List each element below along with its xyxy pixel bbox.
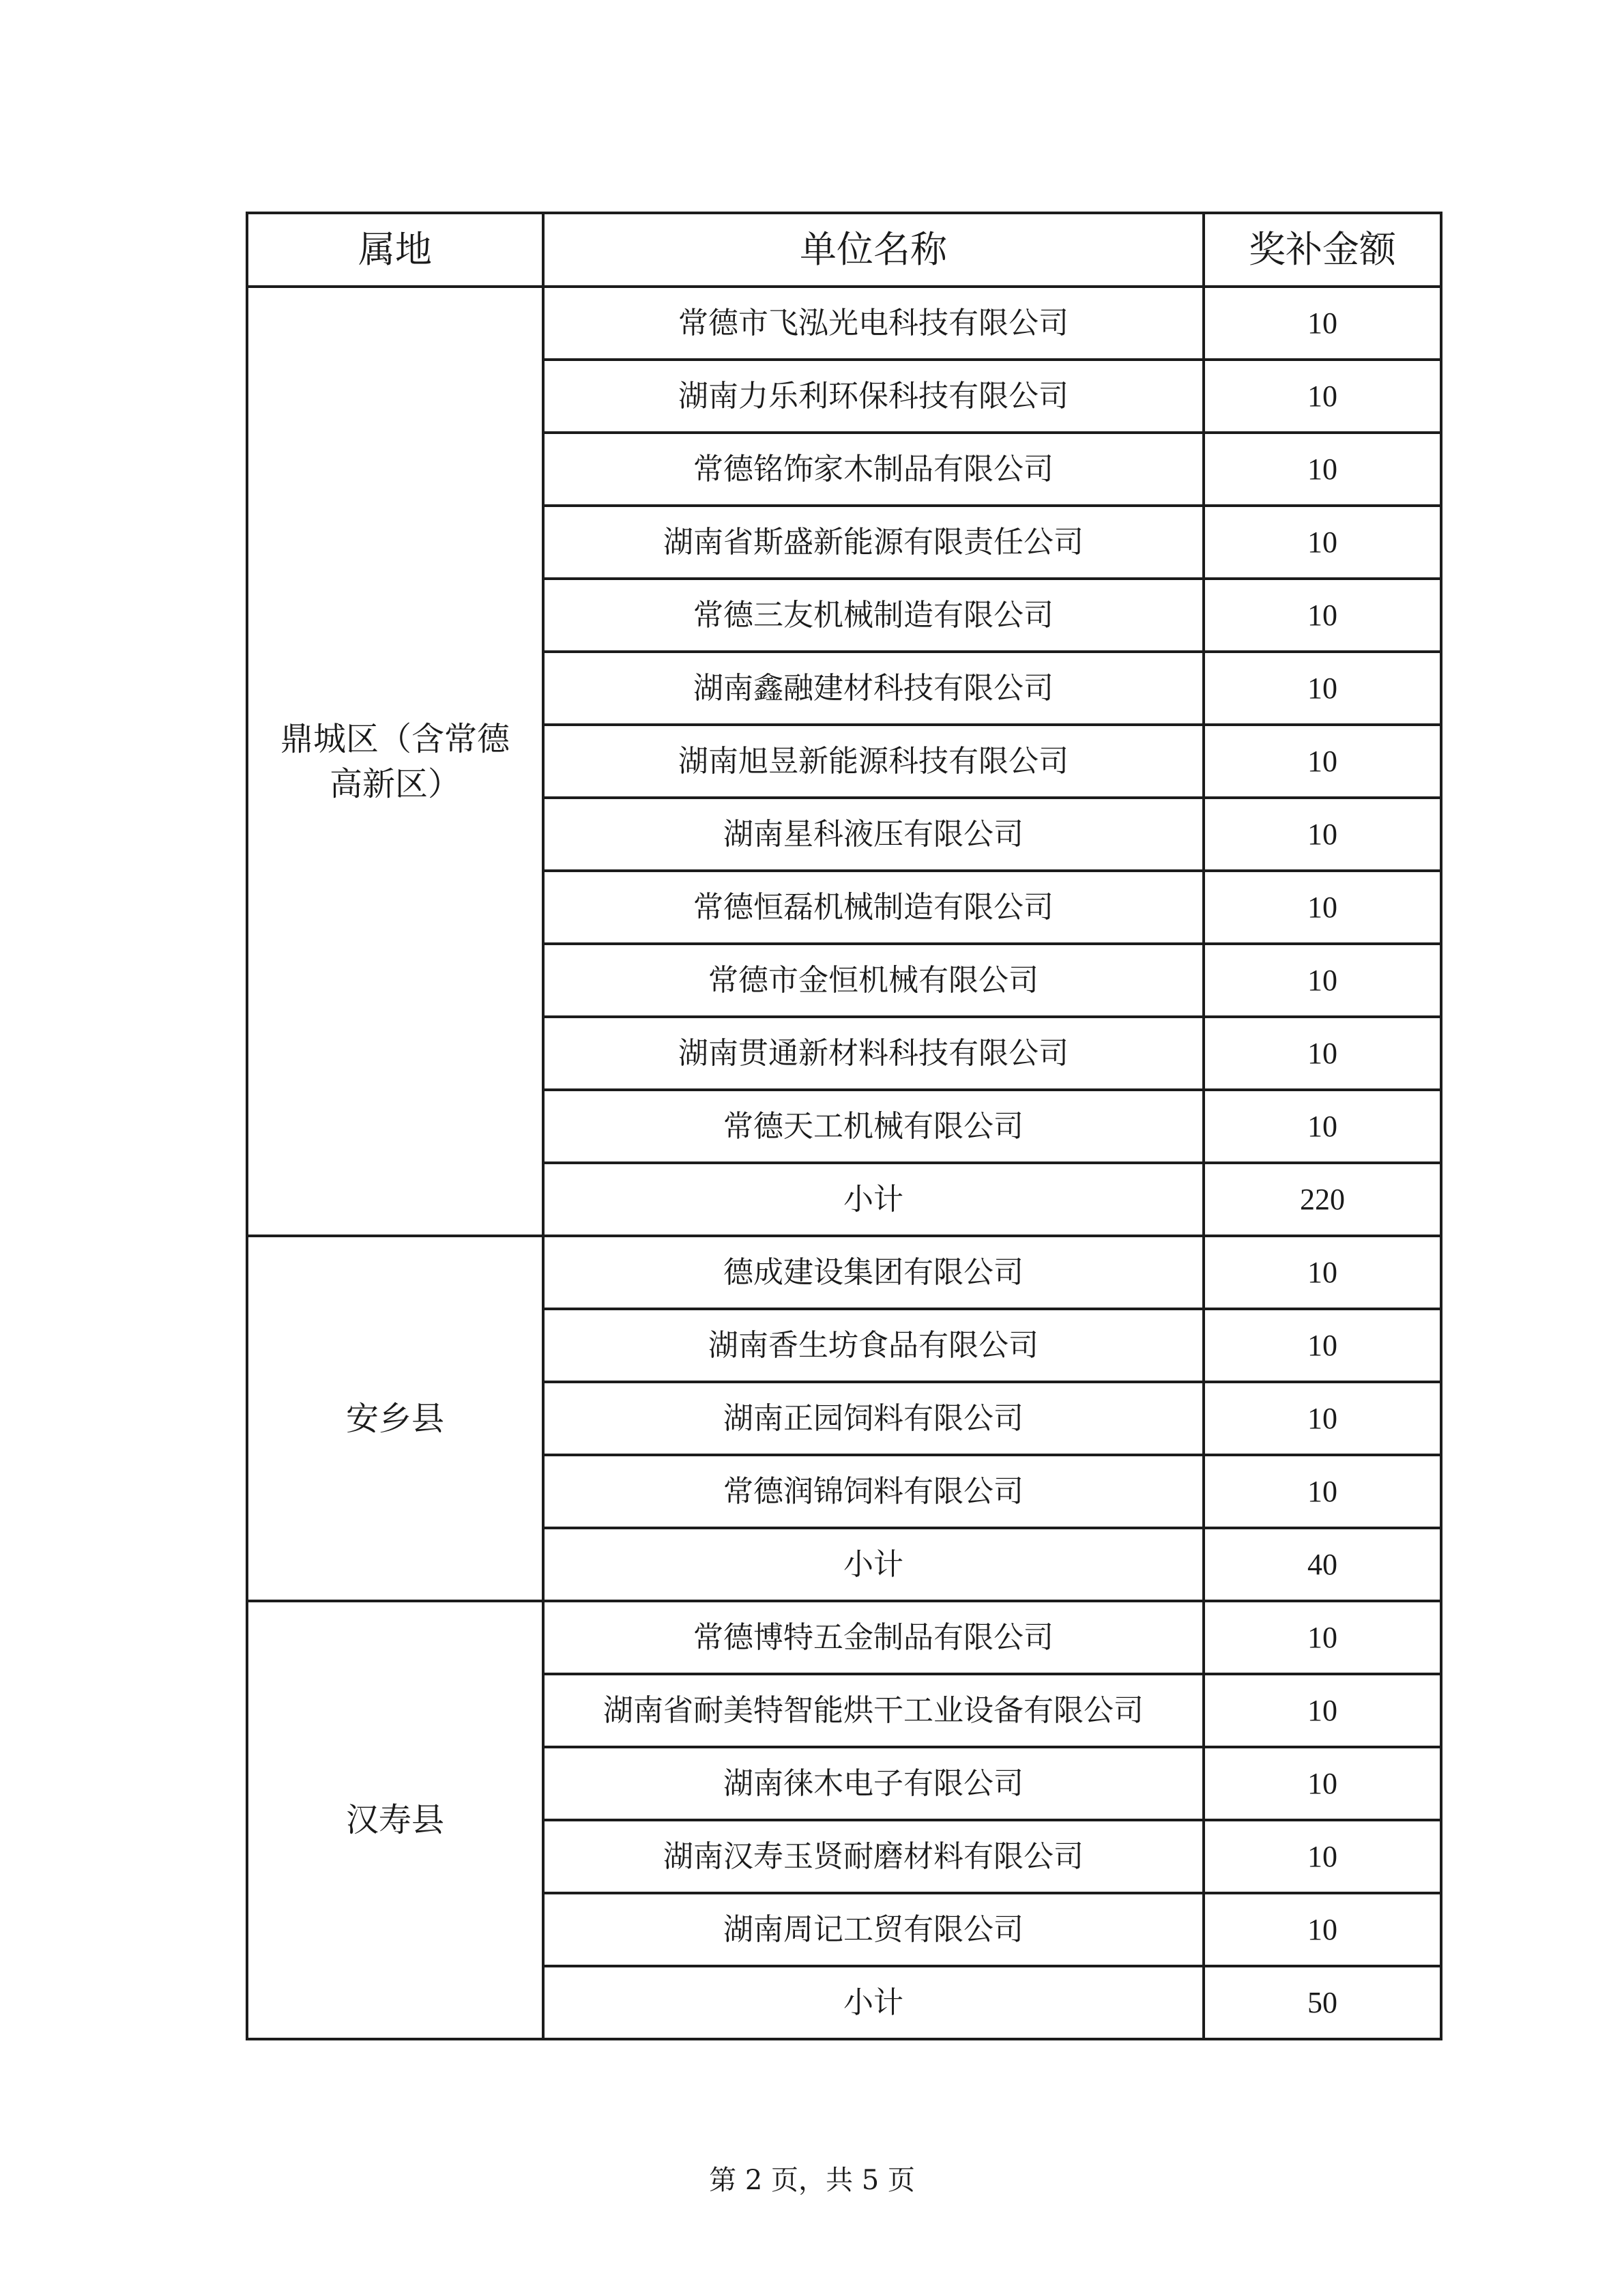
region-cell: 安乡县 <box>247 1236 543 1601</box>
amount-cell: 10 <box>1204 1893 1441 1966</box>
subtotal-amount-cell: 220 <box>1204 1163 1441 1236</box>
company-name-cell: 常德天工机械有限公司 <box>543 1090 1204 1163</box>
amount-cell: 10 <box>1204 944 1441 1017</box>
company-name-cell: 湖南星科液压有限公司 <box>543 798 1204 871</box>
company-name-cell: 湖南省耐美特智能烘干工业设备有限公司 <box>543 1674 1204 1747</box>
company-name-cell: 湖南香生坊食品有限公司 <box>543 1309 1204 1382</box>
amount-cell: 10 <box>1204 1382 1441 1455</box>
table-row <box>247 287 1441 360</box>
amount-cell: 10 <box>1204 433 1441 506</box>
table-row <box>247 1236 1441 1309</box>
subtotal-label-cell: 小计 <box>543 1528 1204 1601</box>
table-row <box>247 1601 1441 1674</box>
amount-cell: 10 <box>1204 1674 1441 1747</box>
header-amount: 奖补金额 <box>1204 213 1441 287</box>
amount-cell: 10 <box>1204 1601 1441 1674</box>
company-name-cell: 湖南周记工贸有限公司 <box>543 1893 1204 1966</box>
company-name-cell: 常德铭饰家木制品有限公司 <box>543 433 1204 506</box>
company-name-cell: 湖南力乐利环保科技有限公司 <box>543 360 1204 433</box>
amount-cell: 10 <box>1204 1309 1441 1382</box>
company-name-cell: 常德三友机械制造有限公司 <box>543 579 1204 652</box>
amount-cell: 10 <box>1204 287 1441 360</box>
company-name-cell: 湖南旭昱新能源科技有限公司 <box>543 725 1204 798</box>
subtotal-amount-cell: 40 <box>1204 1528 1441 1601</box>
subtotal-amount-cell: 50 <box>1204 1966 1441 2039</box>
company-name-cell: 常德博特五金制品有限公司 <box>543 1601 1204 1674</box>
table-body <box>247 213 1441 2039</box>
amount-cell: 10 <box>1204 1747 1441 1820</box>
page-footer <box>0 2159 1624 2197</box>
company-name-cell: 常德润锦饲料有限公司 <box>543 1455 1204 1528</box>
company-name-cell: 常德恒磊机械制造有限公司 <box>543 871 1204 944</box>
amount-cell: 10 <box>1204 1455 1441 1528</box>
company-name-cell: 常德市飞泓光电科技有限公司 <box>543 287 1204 360</box>
header-region: 属地 <box>247 213 543 287</box>
region-cell: 鼎城区（含常德高新区） <box>247 287 543 1236</box>
amount-cell: 10 <box>1204 579 1441 652</box>
company-name-cell: 湖南鑫融建材科技有限公司 <box>543 652 1204 725</box>
amount-cell: 10 <box>1204 1090 1441 1163</box>
header-company-name: 单位名称 <box>543 213 1204 287</box>
amount-cell: 10 <box>1204 360 1441 433</box>
subtotal-label-cell: 小计 <box>543 1966 1204 2039</box>
company-name-cell: 湖南贯通新材料科技有限公司 <box>543 1017 1204 1090</box>
company-name-cell: 德成建设集团有限公司 <box>543 1236 1204 1309</box>
amount-cell: 10 <box>1204 652 1441 725</box>
company-name-cell: 湖南正园饲料有限公司 <box>543 1382 1204 1455</box>
amount-cell: 10 <box>1204 798 1441 871</box>
company-name-cell: 常德市金恒机械有限公司 <box>543 944 1204 1017</box>
amount-cell: 10 <box>1204 1236 1441 1309</box>
company-name-cell: 湖南省斯盛新能源有限责任公司 <box>543 506 1204 579</box>
subtotal-label-cell: 小计 <box>543 1163 1204 1236</box>
amount-cell: 10 <box>1204 506 1441 579</box>
amount-cell: 10 <box>1204 871 1441 944</box>
table-header-row <box>247 213 1441 287</box>
amount-cell: 10 <box>1204 1820 1441 1893</box>
company-name-cell: 湖南徕木电子有限公司 <box>543 1747 1204 1820</box>
amount-cell: 10 <box>1204 725 1441 798</box>
amount-cell: 10 <box>1204 1017 1441 1090</box>
page-number: 第 2 页，共 5 页 <box>709 2165 915 2196</box>
subsidy-table <box>246 212 1442 2040</box>
company-name-cell: 湖南汉寿玉贤耐磨材料有限公司 <box>543 1820 1204 1893</box>
region-cell: 汉寿县 <box>247 1601 543 2039</box>
